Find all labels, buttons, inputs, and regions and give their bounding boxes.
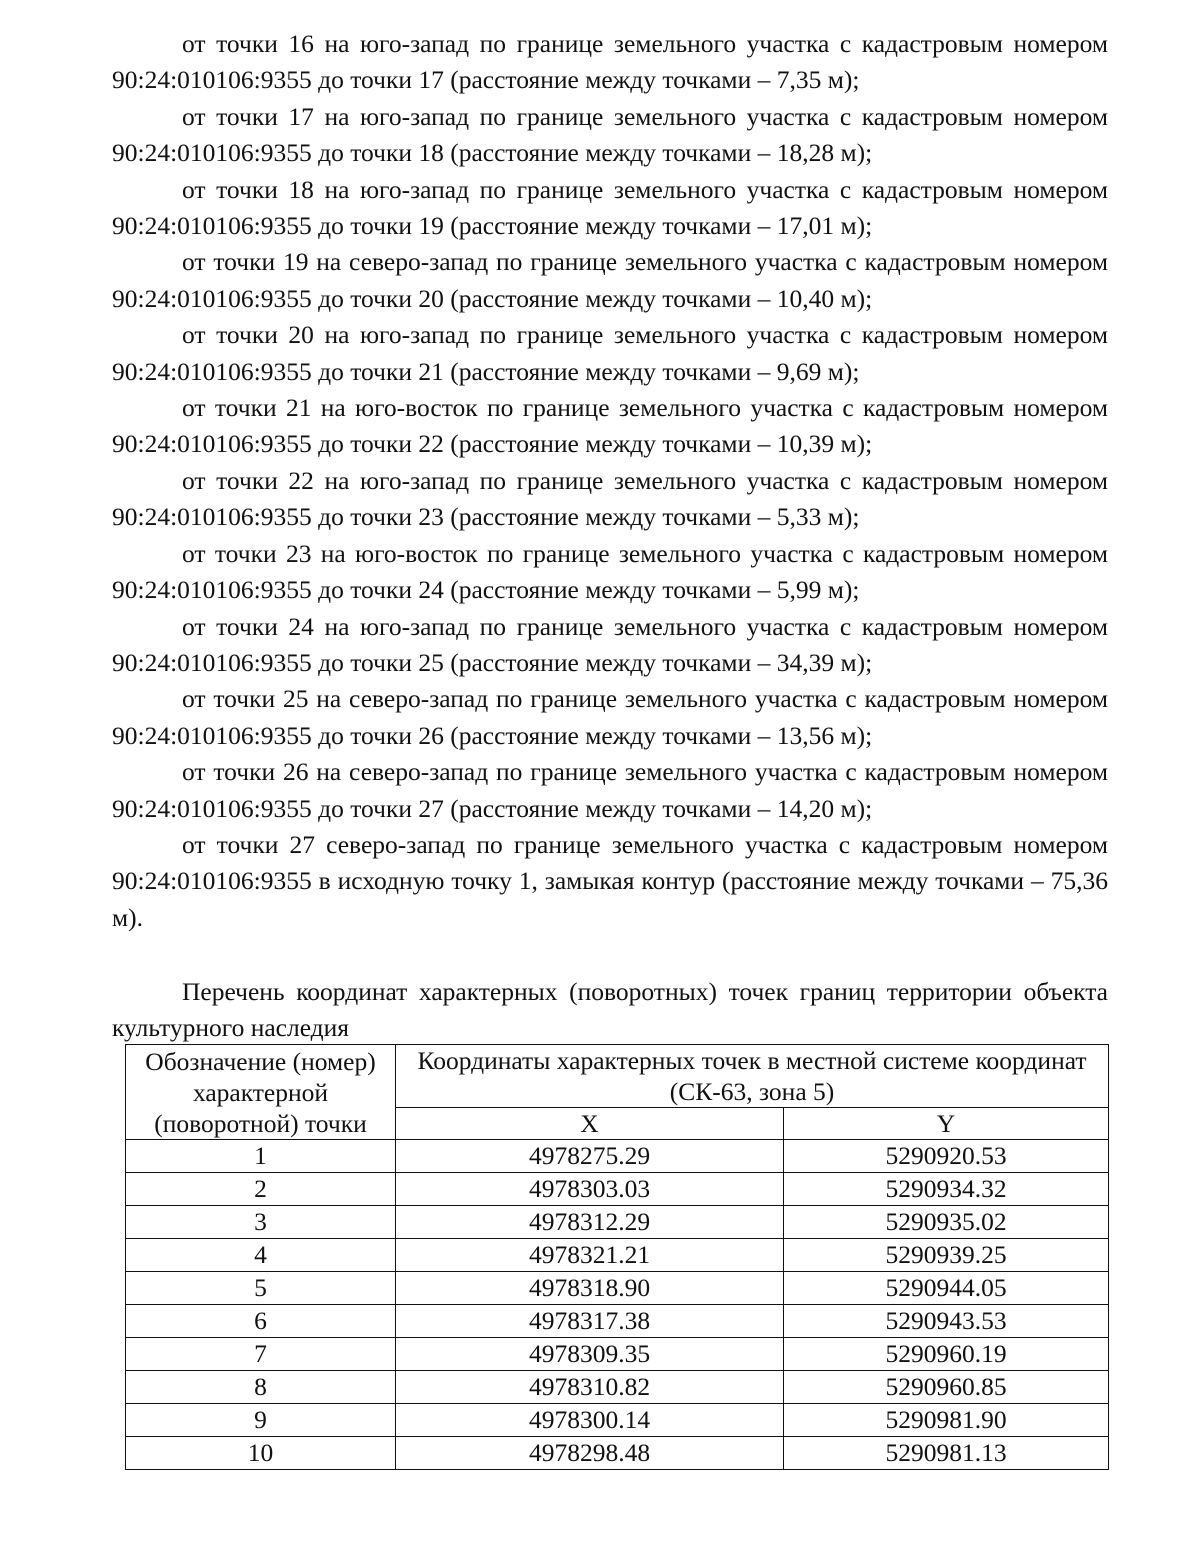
table-row xyxy=(126,1338,1109,1371)
coordinates-table xyxy=(125,1044,1109,1470)
coord-x: 4978303.03 xyxy=(396,1173,784,1206)
boundary-paragraph: от точки 22 на юго-запад по границе земельного участка с кадастровым номером 90:24:010106:9355 до точки 23 (расстояние между точками – 5,33 м); xyxy=(112,465,1108,532)
boundary-paragraph: от точки 16 на юго-запад по границе земельного участка с кадастровым номером 90:24:010106:9355 до точки 17 (расстояние между точками – 7,35 м); xyxy=(112,29,1108,95)
table-row xyxy=(126,1404,1109,1437)
table-row xyxy=(126,1371,1109,1404)
point-number: 7 xyxy=(126,1338,396,1371)
point-number: 3 xyxy=(126,1206,396,1239)
boundary-paragraph: от точки 26 на северо-запад по границе земельного участка с кадастровым номером 90:24:010106:9355 до точки 27 (расстояние между точками – 14,20 м); xyxy=(112,757,1108,823)
boundary-paragraph: от точки 24 на юго-запад по границе земельного участка с кадастровым номером 90:24:010106:9355 до точки 25 (расстояние между точками – 34,39 м); xyxy=(112,611,1108,677)
coord-y: 5290960.85 xyxy=(784,1371,1109,1404)
table-row xyxy=(126,1272,1109,1305)
coord-y: 5290960.19 xyxy=(784,1338,1109,1371)
boundary-paragraph: от точки 17 на юго-запад по границе земельного участка с кадастровым номером 90:24:010106:9355 до точки 18 (расстояние между точками – 18,28 м); xyxy=(112,101,1108,168)
boundary-paragraph: от точки 27 северо-запад по границе земельного участка с кадастровым номером 90:24:010106:9355 в исходную точку 1, замыкая контур (расстояние между точками – 75,36 м). xyxy=(112,829,1108,932)
coord-y: 5290920.53 xyxy=(784,1140,1109,1173)
table-row xyxy=(126,1140,1109,1173)
coord-y: 5290981.13 xyxy=(784,1437,1109,1470)
coord-y: 5290944.05 xyxy=(784,1272,1109,1305)
point-number: 6 xyxy=(126,1305,396,1338)
boundary-paragraph: от точки 25 на северо-запад по границе земельного участка с кадастровым номером 90:24:010106:9355 до точки 26 (расстояние между точками – 13,56 м); xyxy=(112,684,1108,750)
coord-y: 5290939.25 xyxy=(784,1239,1109,1272)
point-number: 9 xyxy=(126,1404,396,1437)
coord-y: 5290943.53 xyxy=(784,1305,1109,1338)
boundary-paragraph: от точки 21 на юго-восток по границе земельного участка с кадастровым номером 90:24:010106:9355 до точки 22 (расстояние между точками – 10,39 м); xyxy=(112,393,1108,459)
point-number: 1 xyxy=(126,1140,396,1173)
table-row xyxy=(126,1305,1109,1338)
boundary-paragraph: от точки 18 на юго-запад по границе земельного участка с кадастровым номером 90:24:010106:9355 до точки 19 (расстояние между точками – 17,01 м); xyxy=(112,174,1108,241)
table-row xyxy=(126,1239,1109,1272)
coord-x: 4978318.90 xyxy=(396,1272,784,1305)
point-number: 2 xyxy=(126,1173,396,1206)
table-row xyxy=(126,1206,1109,1239)
boundary-paragraph: от точки 23 на юго-восток по границе земельного участка с кадастровым номером 90:24:010106:9355 до точки 24 (расстояние между точками – 5,99 м); xyxy=(112,538,1108,605)
coord-x: 4978298.48 xyxy=(396,1437,784,1470)
coord-x: 4978300.14 xyxy=(396,1404,784,1437)
boundary-paragraph: от точки 20 на юго-запад по границе земельного участка с кадастровым номером 90:24:010106:9355 до точки 21 (расстояние между точками – 9,69 м); xyxy=(112,320,1108,386)
table-caption: Перечень координат характерных (поворотных) точек границ территории объекта культурного наследия xyxy=(112,977,1108,1042)
coord-x: 4978275.29 xyxy=(396,1140,784,1173)
point-number: 10 xyxy=(126,1437,396,1470)
table-row xyxy=(126,1437,1109,1470)
coord-x: 4978312.29 xyxy=(396,1206,784,1239)
coord-x: 4978317.38 xyxy=(396,1305,784,1338)
table-row xyxy=(126,1173,1109,1206)
header-point-designation: Обозначение (номер) характерной (поворотной) точки xyxy=(126,1045,396,1140)
header-x: X xyxy=(396,1108,784,1140)
coord-y: 5290981.90 xyxy=(784,1404,1109,1437)
coord-x: 4978321.21 xyxy=(396,1239,784,1272)
coord-y: 5290934.32 xyxy=(784,1173,1109,1206)
boundary-paragraph: от точки 19 на северо-запад по границе земельного участка с кадастровым номером 90:24:010106:9355 до точки 20 (расстояние между точками – 10,40 м); xyxy=(112,247,1108,313)
coord-y: 5290935.02 xyxy=(784,1206,1109,1239)
table-header-row xyxy=(126,1045,1109,1108)
header-coordinates: Координаты характерных точек в местной системе координат (СК-63, зона 5) xyxy=(396,1045,1109,1108)
point-number: 5 xyxy=(126,1272,396,1305)
point-number: 4 xyxy=(126,1239,396,1272)
coord-x: 4978310.82 xyxy=(396,1371,784,1404)
header-y: Y xyxy=(784,1108,1109,1140)
point-number: 8 xyxy=(126,1371,396,1404)
boundary-description xyxy=(112,26,1108,936)
coord-x: 4978309.35 xyxy=(396,1338,784,1371)
